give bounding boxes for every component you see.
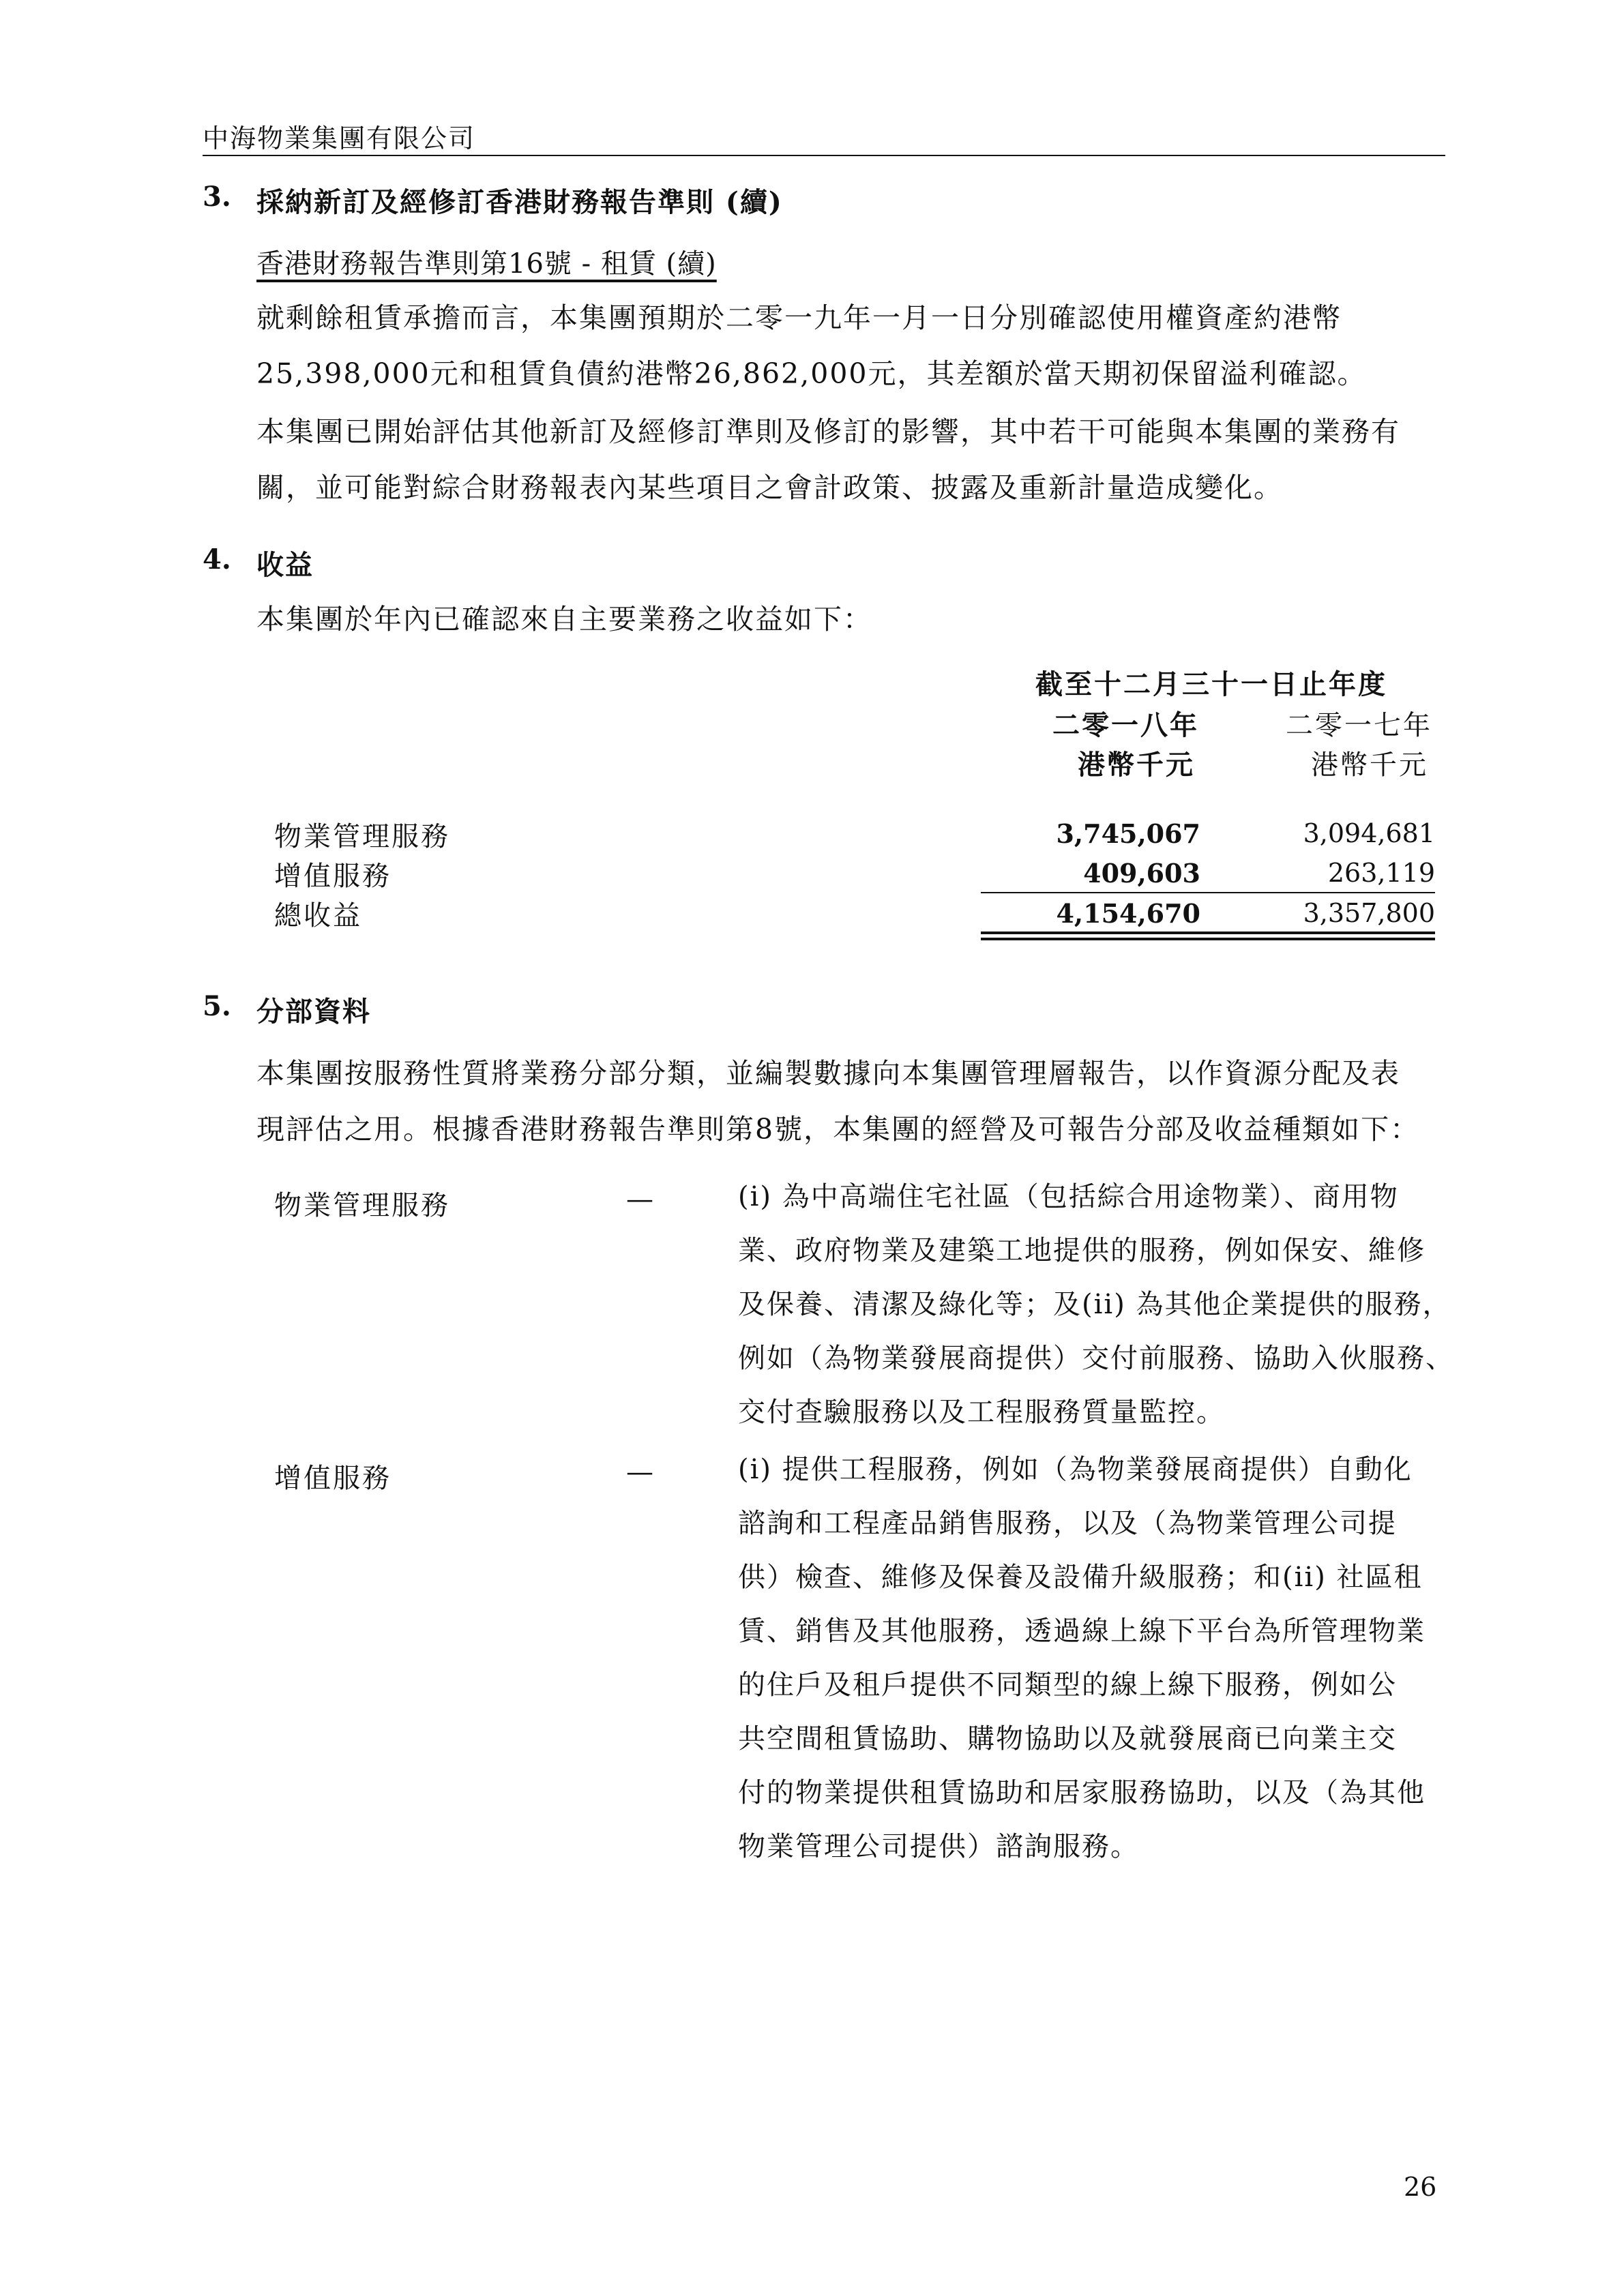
section-5-intro	[256, 1045, 1419, 1157]
total-double-rule-top	[981, 931, 1435, 934]
total-double-rule-bottom	[981, 938, 1435, 940]
desc-line: 業、政府物業及建築工地提供的服務，例如保安、維修	[738, 1235, 1426, 1266]
section-3-title: 採納新訂及經修訂香港財務報告準則 (續)	[256, 186, 783, 218]
segment-name: 物業管理服務	[274, 1190, 450, 1221]
col-2018-unit: 港幣千元	[1078, 749, 1195, 781]
subtotal-rule	[981, 892, 1435, 893]
section-3-subtitle: 香港財務報告準則第16號 - 租賃 (續)	[256, 248, 717, 280]
desc-line: 供）檢查、維修及保養及設備升級服務；和(ii) 社區租	[738, 1562, 1423, 1593]
desc-line: 諮詢和工程產品銷售服務，以及（為物業管理公司提	[738, 1508, 1397, 1539]
para-line: 現評估之用。根據香港財務報告準則第8號，本集團的經營及可報告分部及收益種類如下：	[256, 1113, 1420, 1146]
desc-line: 的住戶及租戶提供不同類型的線上線下服務，例如公	[738, 1669, 1397, 1701]
row-value-2017: 3,094,681	[1303, 818, 1435, 848]
desc-line: 交付查驗服務以及工程服務質量監控。	[738, 1397, 1225, 1428]
segment-dash: —	[626, 1457, 653, 1488]
desc-line: (i) 為中高端住宅社區（包括綜合用途物業）、商用物	[738, 1181, 1399, 1212]
desc-line: 及保養、清潔及綠化等；及(ii) 為其他企業提供的服務，	[738, 1289, 1451, 1320]
para-line: 本集團已開始評估其他新訂及經修訂準則及修訂的影響，其中若干可能與本集團的業務有	[256, 415, 1400, 448]
row-value-2018: 3,745,067	[1056, 818, 1200, 849]
company-header: 中海物業集團有限公司	[203, 123, 476, 153]
para-line: 25,398,000元和租賃負債約港幣26,862,000元，其差額於當天期初保留溢利確認。	[256, 357, 1367, 390]
para-line: 本集團按服務性質將業務分部分類，並編製數據向本集團管理層報告，以作資源分配及表	[256, 1057, 1400, 1090]
section-5-number: 5.	[203, 990, 231, 1022]
section-3-para1	[256, 290, 1367, 402]
section-4-number: 4.	[203, 543, 231, 576]
segment-name: 增值服務	[274, 1463, 392, 1494]
desc-line: (i) 提供工程服務，例如（為物業發展商提供）自動化	[738, 1454, 1413, 1485]
desc-line: 物業管理公司提供）諮詢服務。	[738, 1831, 1139, 1862]
row-label: 增值服務	[274, 861, 392, 892]
para-line: 就剩餘租賃承擔而言，本集團預期於二零一九年一月一日分別確認使用權資產約港幣	[256, 301, 1342, 334]
section-3-number: 3.	[203, 181, 231, 213]
row-value-2017: 263,119	[1327, 858, 1435, 888]
total-value-2017: 3,357,800	[1303, 898, 1435, 928]
col-2017-unit: 港幣千元	[1311, 749, 1428, 781]
desc-line: 共空間租賃協助、購物協助以及就發展商已向業主交	[738, 1723, 1397, 1755]
desc-line: 例如（為物業發展商提供）交付前服務、協助入伙服務、	[738, 1343, 1454, 1374]
header-rule	[203, 155, 1445, 156]
period-header: 截至十二月三十一日止年度	[1035, 668, 1387, 700]
col-2018-year: 二零一八年	[1052, 709, 1199, 741]
desc-line: 賃、銷售及其他服務，透過線上線下平台為所管理物業	[738, 1615, 1426, 1647]
segment-description	[738, 1443, 1475, 1874]
row-value-2018: 409,603	[1083, 858, 1200, 889]
row-label-total: 總收益	[274, 900, 362, 931]
desc-line: 付的物業提供租賃協助和居家服務協助，以及（為其他	[738, 1777, 1426, 1808]
para-line: 關，並可能對綜合財務報表內某些項目之會計政策、披露及重新計量造成變化。	[256, 471, 1283, 504]
col-2017-year: 二零一七年	[1286, 710, 1432, 741]
section-4-title: 收益	[256, 549, 314, 581]
section-3-para2	[256, 404, 1400, 516]
section-4-intro: 本集團於年內已確認來自主要業務之收益如下：	[256, 603, 872, 636]
page-number: 26	[1404, 2172, 1437, 2202]
row-label: 物業管理服務	[274, 821, 450, 852]
segment-dash: —	[626, 1184, 653, 1215]
total-value-2018: 4,154,670	[1056, 898, 1200, 929]
section-5-title: 分部資料	[256, 996, 371, 1028]
segment-description	[738, 1170, 1475, 1440]
